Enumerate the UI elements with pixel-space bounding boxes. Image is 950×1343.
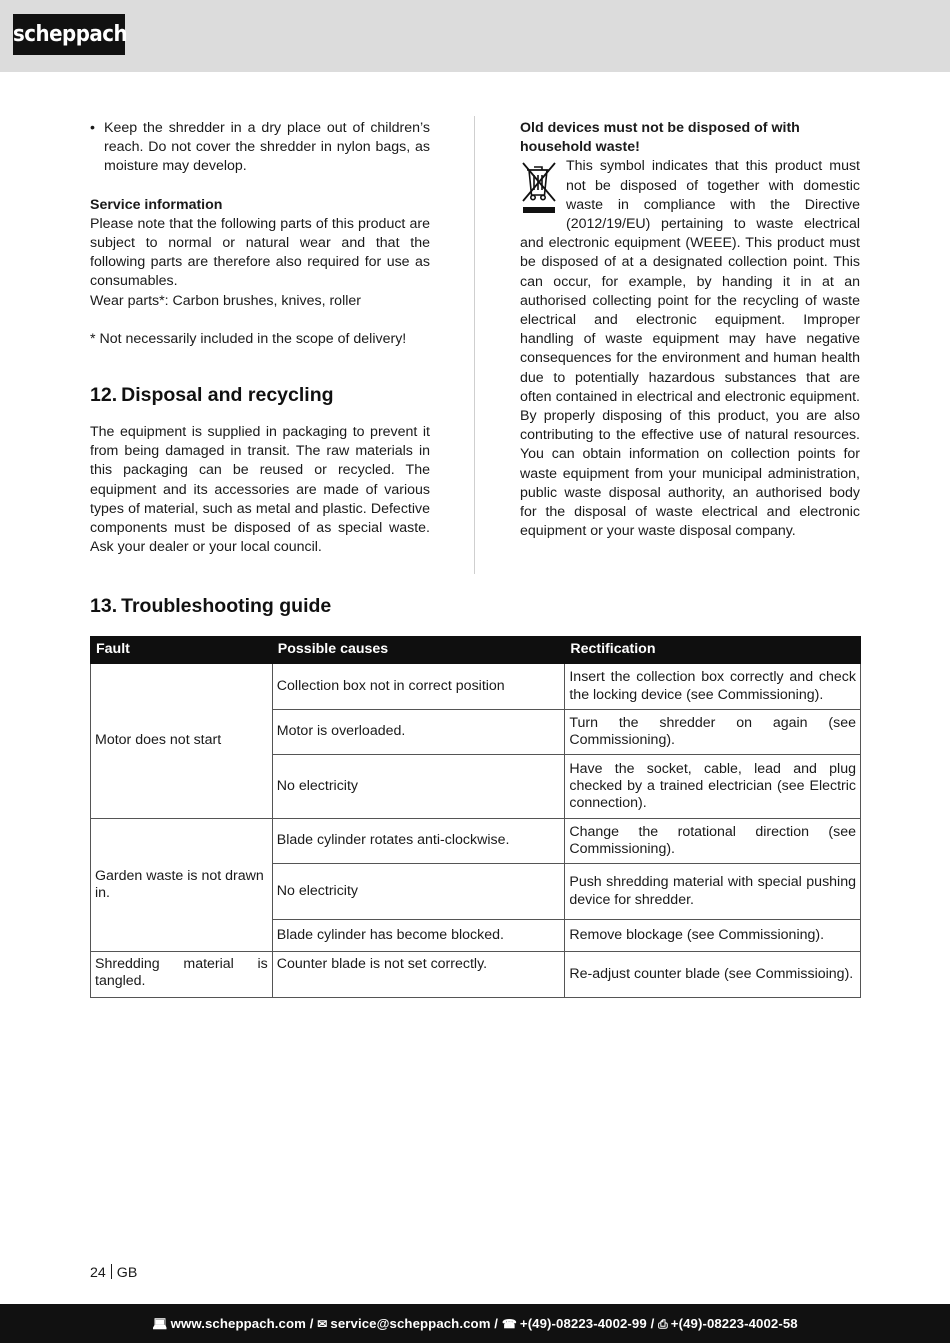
page-header [0, 0, 950, 72]
cause-cell: Motor is overloaded. [272, 710, 565, 755]
header-fault: Fault [91, 637, 273, 664]
computer-icon: 💻︎ [152, 1317, 168, 1331]
footer-separator: / [650, 1316, 655, 1331]
rectification-cell: Push shredding material with special pushing device for shredder. [565, 864, 861, 920]
rectification-cell: Re-adjust counter blade (see Commissioing). [565, 952, 861, 998]
header-possible-causes: Possible causes [272, 637, 565, 664]
footer-email[interactable]: service@scheppach.com [330, 1316, 491, 1331]
cause-cell: Collection box not in correct position [272, 664, 565, 710]
weee-heading: Old devices must not be disposed of with household waste! [520, 120, 800, 156]
wear-parts: Wear parts*: Carbon brushes, knives, roller [90, 292, 361, 309]
cause-cell: Blade cylinder rotates anti-clockwise. [272, 819, 565, 864]
rectification-cell: Insert the collection box correctly and check the locking device (see Commissioning). [565, 664, 861, 710]
disposal-text: The equipment is supplied in packaging to prevent it from being damaged in transit. The raw materials in this packaging can be reused or recycled. The equipment and its accessories are made of various types of material, such as metal and plastic. Defective components must be disposed of as special waste. Ask your dealer or your local council. [90, 424, 430, 556]
page-number-value: 24 [90, 1265, 106, 1281]
weee-block [520, 157, 860, 541]
section-13-number: 13. [90, 595, 118, 617]
cause-cell: No electricity [272, 755, 565, 819]
page-number-separator [111, 1264, 112, 1279]
troubleshooting-table [90, 636, 861, 998]
email-icon: ✉︎ [317, 1317, 328, 1331]
rectification-cell: Change the rotational direction (see Commissioning). [565, 819, 861, 864]
weee-text: This symbol indicates that this product must not be disposed of together with domestic waste in compliance with the Directive (2012/19/EU) pertaining to waste electrical and electronic equipment (WEEE). This product must be disposed of at a designated collection point. This can occur, for example, by handing it in at an authorised collecting point for the recycling of waste electrical and electronic equipment. Improper handling of waste equipment may have negative consequences for the environment and human health due to potentially hazardous substances that are often contained in electrical and electronic equipment. By properly disposing of this product, you are also contributing to the effective use of natural resources. You can obtain information on collection points for waste equipment from your municipal administration, public waste disposal authority, an authorised body for the disposal of waste electrical and electronic equipment or your waste disposal company. [520, 158, 860, 540]
table-row [91, 952, 861, 998]
section-12-number: 12. [90, 384, 118, 407]
left-column [90, 119, 430, 557]
section-12-label: Disposal and recycling [121, 384, 334, 407]
rectification-cell: Remove blockage (see Commissioning). [565, 920, 861, 952]
fax-icon: ⎙ [658, 1317, 668, 1331]
fault-cell: Shredding material is tangled. [91, 952, 273, 998]
storage-bullet [90, 119, 430, 177]
table-header-row [91, 637, 861, 664]
storage-bullet-text: Keep the shredder in a dry place out of children’s reach. Do not cover the shredder in nylon bags, as moisture may develop. [104, 120, 430, 175]
footer-website[interactable]: www.scheppach.com [170, 1316, 306, 1331]
footer-fax: +(49)-08223-4002-58 [670, 1316, 798, 1331]
page-footer [0, 1304, 950, 1343]
crossed-out-wheelie-bin-icon [520, 159, 558, 215]
section-13-label: Troubleshooting guide [121, 595, 332, 617]
cause-cell: Blade cylinder has become blocked. [272, 920, 565, 952]
rectification-cell: Have the socket, cable, lead and plug checked by a trained electrician (see Electric connection). [565, 755, 861, 819]
section-13-title [90, 594, 331, 618]
fault-cell: Garden waste is not drawn in. [91, 819, 273, 952]
page-number [90, 1264, 137, 1283]
column-divider [474, 116, 475, 574]
footer-separator: / [494, 1316, 499, 1331]
phone-icon: ☎︎ [501, 1317, 517, 1331]
footnote: * Not necessarily included in the scope of delivery! [90, 330, 407, 347]
page-language: GB [116, 1265, 138, 1281]
footer-separator: / [309, 1316, 314, 1331]
scheppach-logo: scheppach [13, 14, 125, 55]
footer-phone: +(49)-08223-4002-99 [519, 1316, 647, 1331]
section-12-title [90, 383, 430, 407]
cause-cell: No electricity [272, 864, 565, 920]
rectification-cell: Turn the shredder on again (see Commissioning). [565, 710, 861, 755]
service-heading: Service information [90, 196, 223, 213]
bullet-icon: • [90, 120, 95, 136]
header-rectification: Rectification [565, 637, 861, 664]
right-column [520, 119, 860, 541]
cause-cell: Counter blade is not set correctly. [272, 952, 565, 998]
service-text: Please note that the following parts of this product are subject to normal or natural wear and that the following parts are therefore also required for use as consumables. [90, 215, 430, 290]
fault-cell: Motor does not start [91, 664, 273, 819]
table-row [91, 819, 861, 864]
table-row [91, 664, 861, 710]
